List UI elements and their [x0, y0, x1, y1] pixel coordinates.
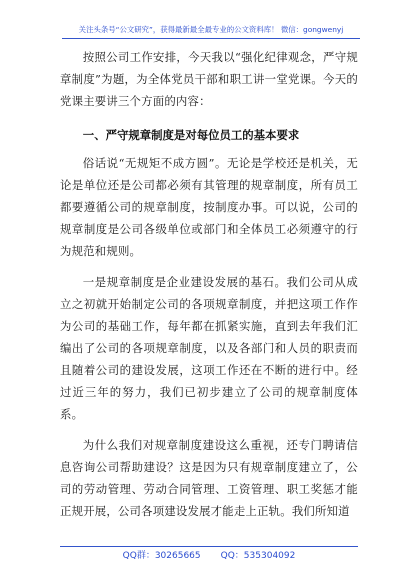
document-body: [60, 46, 358, 522]
body-paragraph: 为什么我们对规章制度建设这么重视，还专门聘请信息咨询公司帮助建设？这是因为只有规章制度建立了，公司的劳动管理、劳动合同管理、工资管理、职工奖惩才能正规开展，公司各项建设发展才能走上正轨。我们所知道: [60, 438, 358, 518]
footer: [60, 546, 358, 562]
body-paragraph: 俗话说“无规矩不成方圆”。无论是学校还是机关，无论是单位还是公司都必须有其管理的规章制度，所有员工都要遵循公司的规章制度，按制度办事。可以说，公司的规章制度是公司各级单位或部门和全体员工必须遵守的行为规范和规则。: [60, 156, 358, 258]
footer-qq-contact: QQ：535304092: [220, 551, 296, 561]
body-paragraph: 一是规章制度是企业建设发展的基石。我们公司从成立之初就开始制定公司的各项规章制度，并把这项工作作为公司的基础工作，每年都在抓紧实施，直到去年我们汇编出了公司的各项规章制度，以及各部门和人员的职责而且随着公司的建设发展，这项工作还在不断的进行中。经过近三年的努力，我们已初步建立了公司的规章制度体系。: [60, 275, 358, 421]
header-banner[interactable]: 关注头条号“公文研究”，获得最新最全最专业的公文资料库！ 微信：gongwenyj: [62, 22, 360, 39]
section-heading-1: 一、严守规章制度是对每位员工的基本要求: [82, 128, 300, 142]
intro-paragraph: 按照公司工作安排，今天我以“强化纪律观念，严守规章制度”为题，为全体党员干部和职工讲一堂党课。今天的党课主要讲三个方面的内容：: [60, 50, 358, 108]
footer-qq-group: QQ群：30265665: [122, 551, 201, 561]
